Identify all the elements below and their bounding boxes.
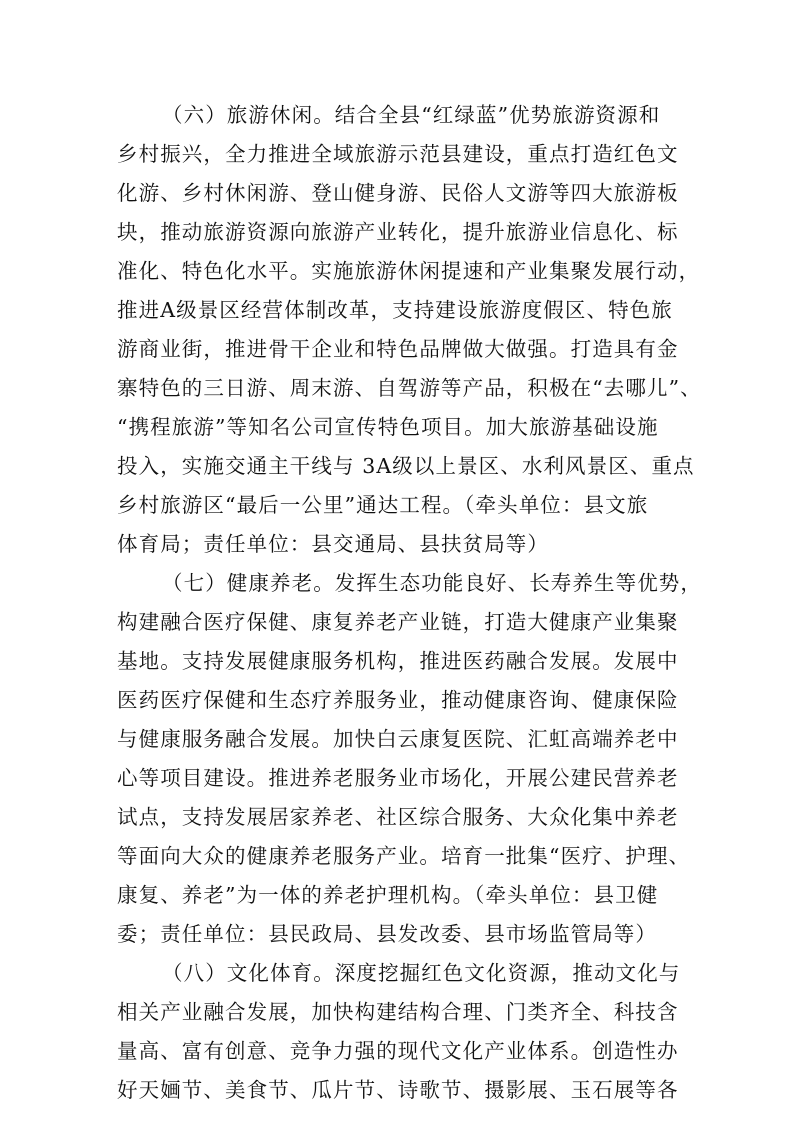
document-body: [117, 96, 702, 1110]
paragraph-line: 化游、乡村休闲游、登山健身游、民俗人文游等四大旅游板: [117, 181, 679, 205]
paragraph-tourism: [117, 96, 702, 564]
paragraph-line: 构建融合医疗保健、康复养老产业链，打造大健康产业集聚: [117, 610, 679, 634]
paragraph-line: 心等项目建设。推进养老服务业市场化，开展公建民营养老: [117, 766, 679, 790]
paragraph-line: 体育局；责任单位：县交通局、县扶贫局等）: [117, 532, 549, 556]
paragraph-line: “携程旅游”等知名公司宣传特色项目。加大旅游基础设施: [117, 415, 659, 439]
paragraph-line: （六）旅游休闲。结合全县“红绿蓝”优势旅游资源和: [162, 103, 661, 127]
paragraph-line: （七）健康养老。发挥生态功能良好、长寿养生等优势，: [162, 571, 702, 595]
paragraph-line: 试点，支持发展居家养老、社区综合服务、大众化集中养老: [117, 805, 679, 829]
paragraph-line: 准化、特色化水平。实施旅游休闲提速和产业集聚发展行动，: [117, 259, 701, 283]
paragraph-line: 康复、养老”为一体的养老护理机构。（牵头单位：县卫健: [117, 883, 659, 907]
paragraph-line: 医药医疗保健和生态疗养服务业，推动健康咨询、健康保险: [117, 688, 679, 712]
paragraph-culture: [117, 954, 683, 1110]
paragraph-line: （八）文化体育。深度挖掘红色文化资源，推动文化与: [162, 961, 681, 985]
paragraph-line: 基地。支持发展健康服务机构，推进医药融合发展。发展中: [117, 649, 679, 673]
paragraph-health: [117, 564, 702, 954]
paragraph-line: 委；责任单位：县民政局、县发改委、县市场监管局等）: [117, 922, 657, 946]
paragraph-line: 与健康服务融合发展。加快白云康复医院、汇虹高端养老中: [117, 727, 679, 751]
paragraph-line: 寨特色的三日游、周末游、自驾游等产品，积极在“去哪儿”、: [117, 376, 702, 400]
paragraph-line: 投入，实施交通主干线与 3A级以上景区、水利风景区、重点: [117, 454, 695, 478]
paragraph-line: 好天婳节、美食节、瓜片节、诗歌节、摄影展、玉石展等各: [117, 1078, 679, 1102]
paragraph-line: 量高、富有创意、竞争力强的现代文化产业体系。创造性办: [117, 1039, 679, 1063]
paragraph-line: 等面向大众的健康养老服务产业。培育一批集“医疗、护理、: [117, 844, 691, 868]
paragraph-line: 相关产业融合发展，加快构建结构合理、门类齐全、科技含: [117, 1000, 679, 1024]
paragraph-line: 乡村旅游区“最后一公里”通达工程。（牵头单位：县文旅: [117, 493, 649, 517]
paragraph-line: 乡村振兴，全力推进全域旅游示范县建设，重点打造红色文: [117, 142, 679, 166]
paragraph-line: 推进A级景区经营体制改革，支持建设旅游度假区、特色旅: [117, 298, 673, 322]
paragraph-line: 块，推动旅游资源向旅游产业转化，提升旅游业信息化、标: [117, 220, 679, 244]
paragraph-line: 游商业街，推进骨干企业和特色品牌做大做强。打造具有金: [117, 337, 679, 361]
